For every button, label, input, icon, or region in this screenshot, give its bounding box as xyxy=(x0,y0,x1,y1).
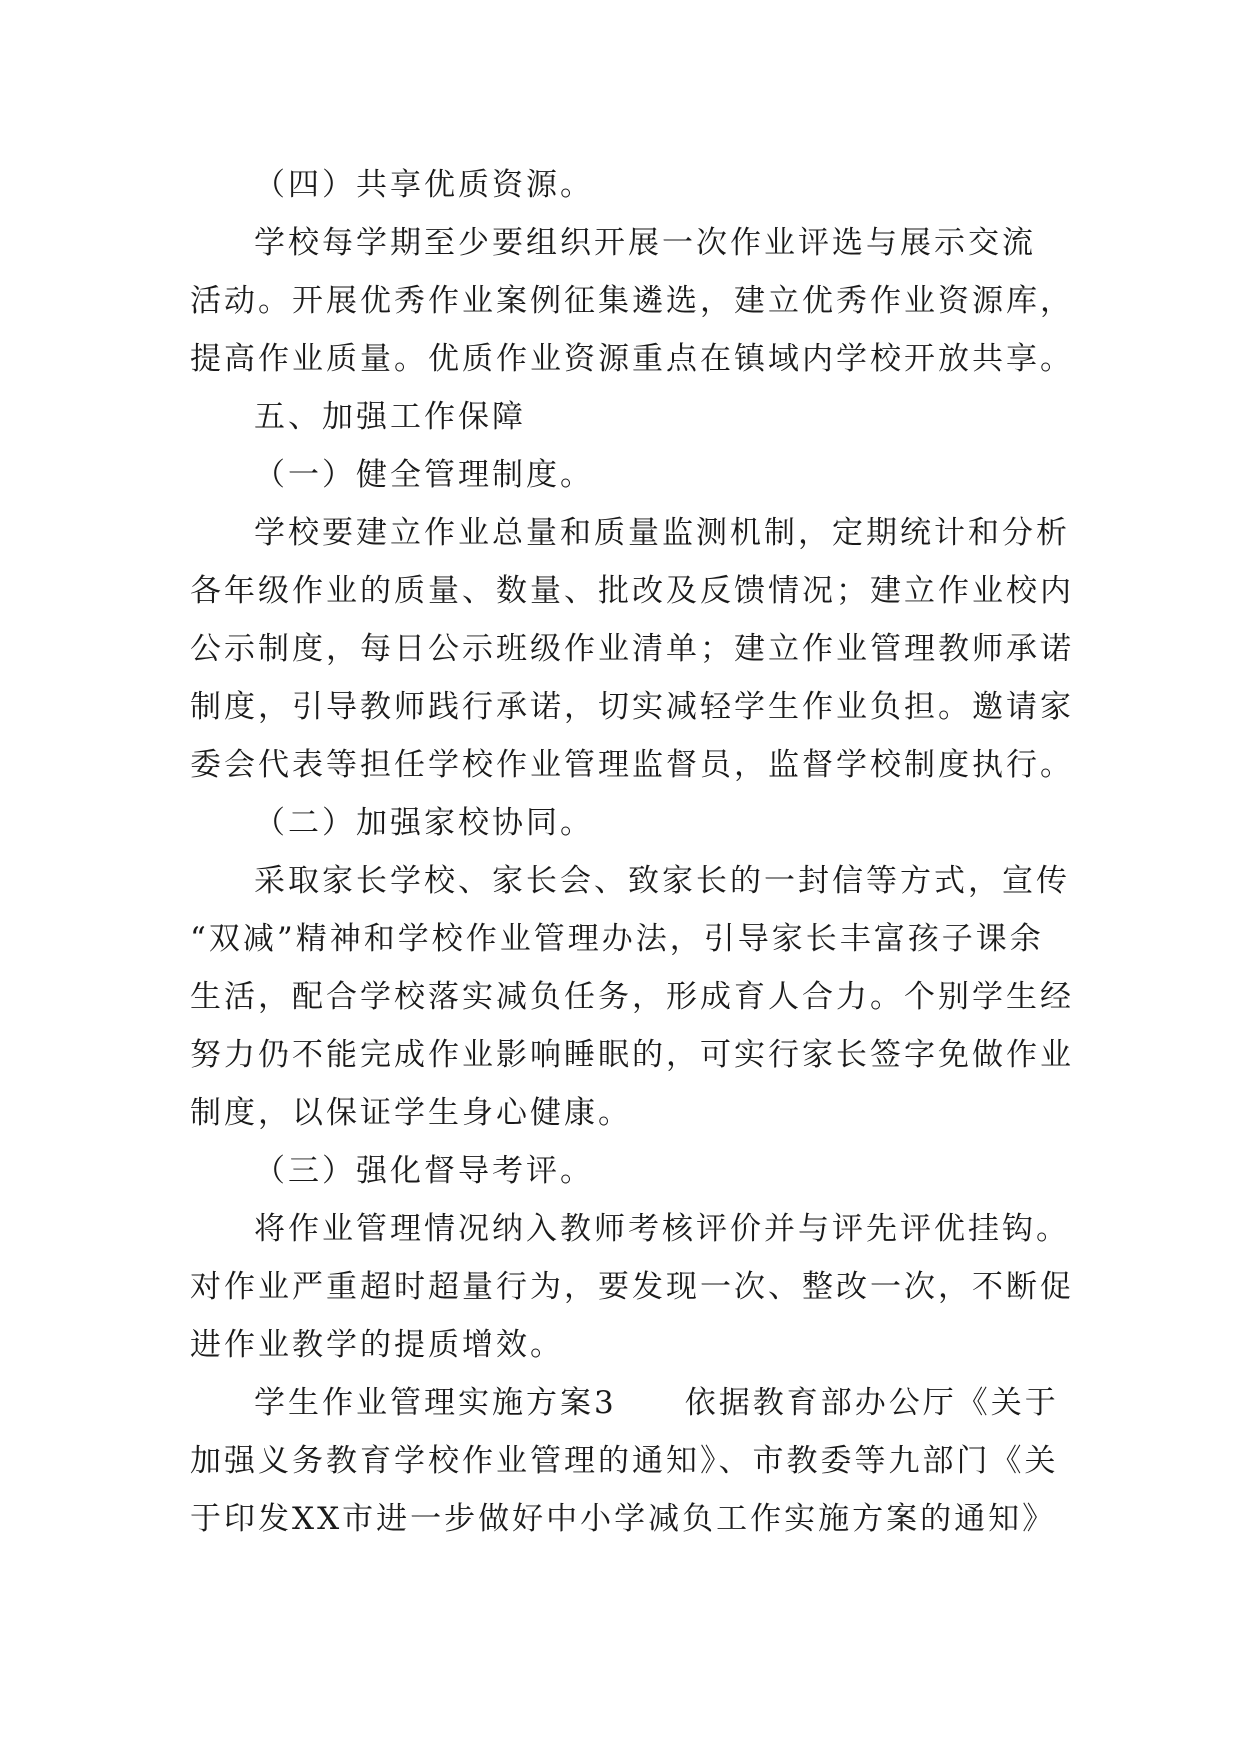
text-line: 于印发XX市进一步做好中小学减负工作实施方案的通知》 xyxy=(190,1501,1057,1537)
text-line: （一）健全管理制度。 xyxy=(254,457,594,493)
document-body xyxy=(190,156,1074,1548)
text-line: 采取家长学校、家长会、致家长的一封信等方式，宣传 xyxy=(254,863,1070,899)
text-line: 提高作业质量。优质作业资源重点在镇域内学校开放共享。 xyxy=(190,341,1074,377)
text-line: 将作业管理情况纳入教师考核评价并与评先评优挂钩。 xyxy=(254,1211,1070,1247)
text-line: 公示制度，每日公示班级作业清单；建立作业管理教师承诺 xyxy=(190,631,1074,667)
text-line: “双减”精神和学校作业管理办法，引导家长丰富孩子课余 xyxy=(190,921,1044,957)
text-line: 委会代表等担任学校作业管理监督员，监督学校制度执行。 xyxy=(190,747,1074,783)
text-line: 学校每学期至少要组织开展一次作业评选与展示交流 xyxy=(254,225,1036,261)
text-line: 生活，配合学校落实减负任务，形成育人合力。个别学生经 xyxy=(190,979,1074,1015)
text-line: 努力仍不能完成作业影响睡眠的，可实行家长签字免做作业 xyxy=(190,1037,1074,1073)
text-line: 对作业严重超时超量行为，要发现一次、整改一次，不断促 xyxy=(190,1269,1074,1305)
text-line: 学校要建立作业总量和质量监测机制，定期统计和分析 xyxy=(254,515,1070,551)
text-line: 进作业教学的提质增效。 xyxy=(190,1327,564,1363)
text-line: （三）强化督导考评。 xyxy=(254,1153,594,1189)
text-line: 加强义务教育学校作业管理的通知》、市教委等九部门《关 xyxy=(190,1443,1059,1479)
text-line: 五、加强工作保障 xyxy=(254,399,526,435)
text-line: （四）共享优质资源。 xyxy=(254,167,594,203)
text-line: 各年级作业的质量、数量、批改及反馈情况；建立作业校内 xyxy=(190,573,1074,609)
text-line: 学生作业管理实施方案3 依据教育部办公厅《关于 xyxy=(254,1385,1059,1421)
text-line: 制度，引导教师践行承诺，切实减轻学生作业负担。邀请家 xyxy=(190,689,1074,725)
text-line: 活动。开展优秀作业案例征集遴选，建立优秀作业资源库， xyxy=(190,283,1074,319)
text-line: 制度，以保证学生身心健康。 xyxy=(190,1095,632,1131)
text-line: （二）加强家校协同。 xyxy=(254,805,594,841)
